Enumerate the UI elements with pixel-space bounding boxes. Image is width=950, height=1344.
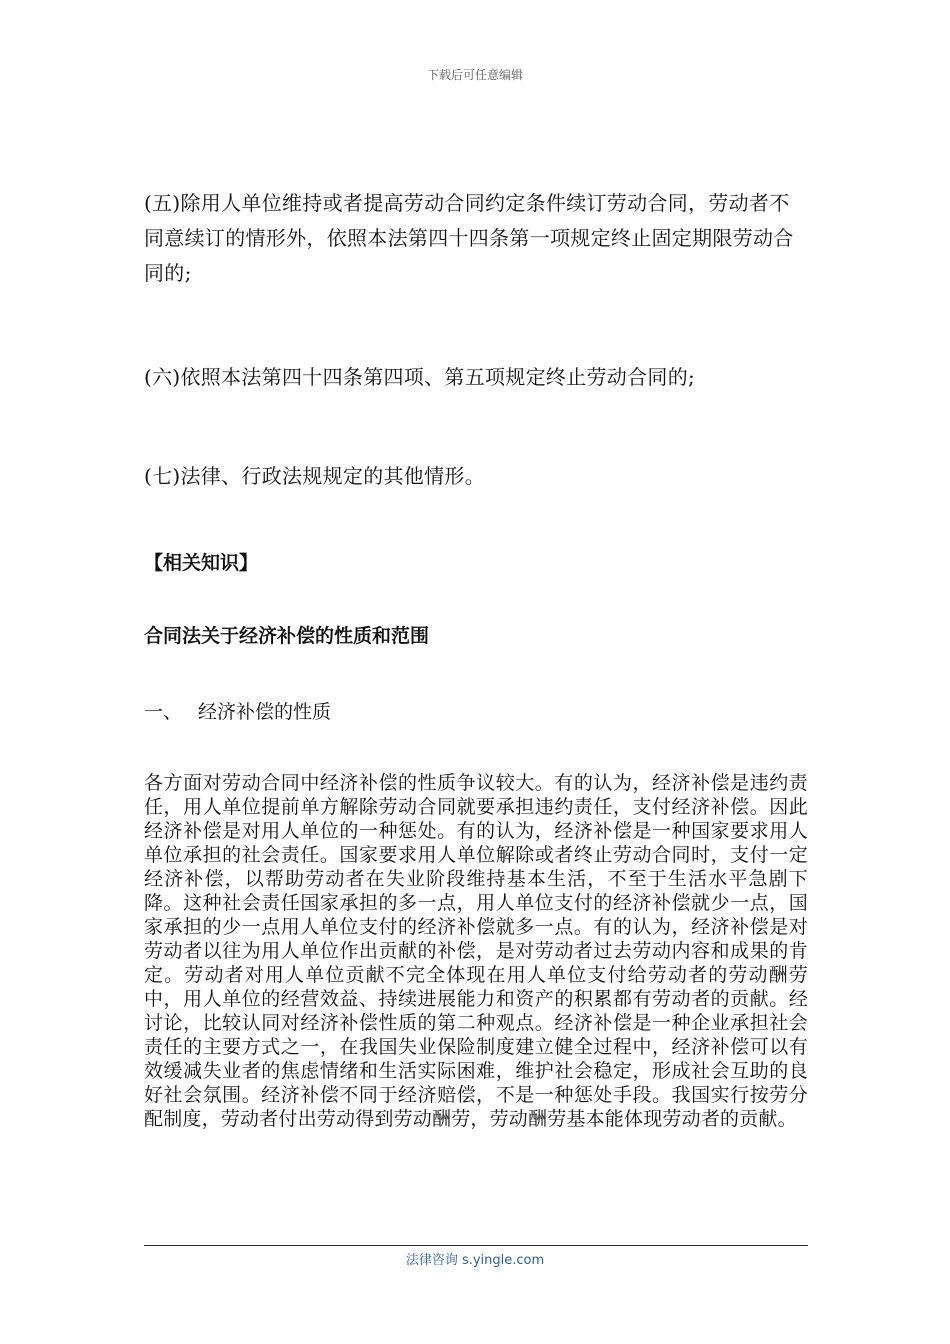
clause-item-5: (五)除用人单位维持或者提高劳动合同约定条件续订劳动合同，劳动者不同意续订的情形外，依照本法第四十四条第一项规定终止固定期限劳动合同的; — [144, 191, 794, 285]
subsection-title: 经济补偿的性质 — [198, 701, 332, 723]
article-title: 合同法关于经济补偿的性质和范围 — [144, 625, 430, 647]
section-heading: 【相关知识】 — [144, 552, 259, 574]
footer-divider — [144, 1245, 808, 1246]
clause-item-7: (七)法律、行政法规规定的其他情形。 — [144, 464, 486, 488]
body-paragraph: 各方面对劳动合同中经济补偿的性质争议较大。有的认为，经济补偿是违约责任，用人单位提前单方解除劳动合同就要承担违约责任，支付经济补偿。因此经济补偿是对用人单位的一种惩处。有的认为，经济补偿是一种国家要求用人单位承担的社会责任。国家要求用人单位解除或者终止劳动合同时，支付一定经济补偿，以帮助劳动者在失业阶段维持基本生活，不至于生活水平急剧下降。这种社会责任国家承担的多一点，用人单位支付的经济补偿就少一点，国家承担的少一点用人单位支付的经济补偿就多一点。有的认为，经济补偿是对劳动者以往为用人单位作出贡献的补偿，是对劳动者过去劳动内容和成果的肯定。劳动者对用人单位贡献不完全体现在用人单位支付给劳动者的劳动酬劳中，用人单位的经营效益、持续进展能力和资产的积累都有劳动者的贡献。经讨论，比较认同对经济补偿性质的第二种观点。经济补偿是一种企业承担社会责任的主要方式之一，在我国失业保险制度建立健全过程中，经济补偿可以有效缓减失业者的焦虑情绪和生活实际困难，维护社会稳定，形成社会互助的良好社会氛围。经济补偿不同于经济赔偿，不是一种惩处手段。我国实行按劳分配制度，劳动者付出劳动得到劳动酬劳，劳动酬劳基本能体现劳动者的贡献。 — [144, 772, 808, 1130]
footer-link[interactable]: 法律咨询 s.yingle.com — [405, 1253, 545, 1268]
clause-item-6: (六)依照本法第四十四条第四项、第五项规定终止劳动合同的; — [144, 365, 696, 389]
page-header: 下载后可任意编辑 — [426, 68, 523, 82]
subsection-heading — [144, 697, 331, 727]
subsection-number: 一、 — [144, 701, 183, 723]
